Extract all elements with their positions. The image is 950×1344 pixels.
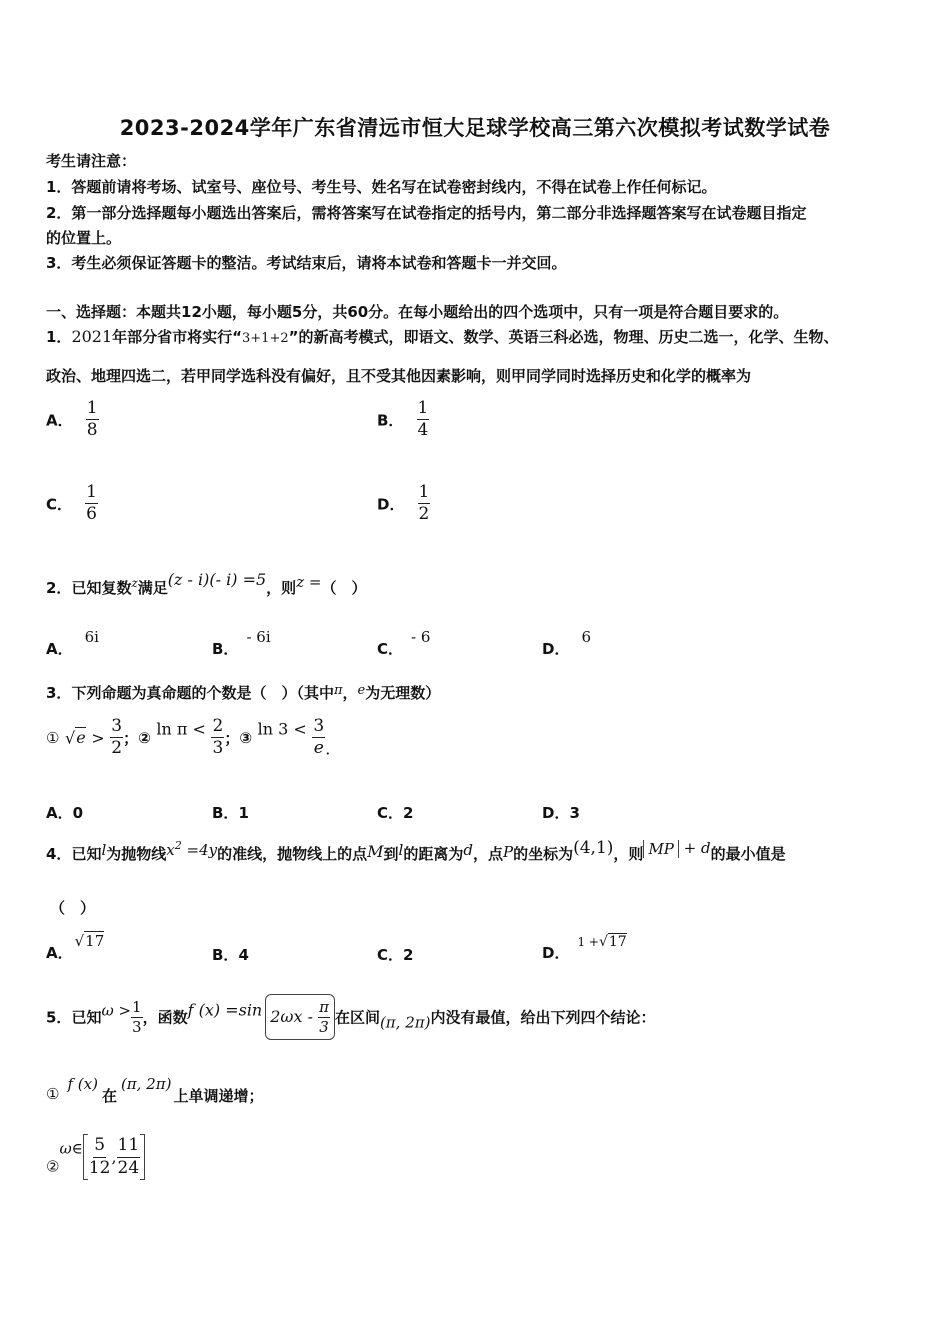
question-text: 已知 <box>71 1008 102 1027</box>
rhs: =4y <box>186 841 218 859</box>
fraction <box>85 482 98 526</box>
option-label: C． <box>377 804 404 822</box>
option-value: 6i <box>84 628 99 646</box>
question-number: 3． <box>46 684 72 702</box>
question-text: 到 <box>383 845 399 863</box>
numerator: 1 <box>418 482 431 504</box>
exam-mode: 3+1+2 <box>242 331 289 346</box>
fraction <box>110 716 123 760</box>
question-text: 下列命题为真命题的个数是（ ）（其中 <box>71 684 334 702</box>
numerator: π <box>319 998 329 1017</box>
question-number: 1． <box>46 328 72 346</box>
notice-heading: 考生请注意： <box>46 152 137 170</box>
statement-marker: ② <box>46 1157 60 1176</box>
radicand: e <box>76 728 86 748</box>
option-label: B． <box>212 804 239 822</box>
option-b[interactable] <box>377 398 429 442</box>
option-value: 3 <box>569 804 580 822</box>
option-d[interactable] <box>377 482 430 526</box>
variable: d <box>463 841 473 859</box>
denominator: 3 <box>132 1017 142 1036</box>
question-text: 满足 <box>137 579 168 597</box>
numerator: 1 <box>85 482 98 504</box>
equation: z = <box>296 573 322 591</box>
option-label: A． <box>46 944 73 962</box>
function: f (x) <box>67 1075 98 1093</box>
fraction <box>117 1135 141 1179</box>
q3-option-d[interactable] <box>542 802 580 823</box>
sqrt-expression: √e <box>65 728 86 748</box>
option-value: 2 <box>403 946 414 964</box>
denominator: 2 <box>418 504 430 525</box>
denominator: e <box>313 738 324 759</box>
expression: ln π < <box>156 719 206 739</box>
min-expression <box>643 839 710 857</box>
q3-option-c[interactable] <box>377 802 413 823</box>
question-text: ，点 <box>472 845 503 863</box>
q2-option-b[interactable] <box>212 626 271 658</box>
option-value: - 6i <box>246 628 271 646</box>
question-5 <box>46 994 655 1040</box>
expression: 2ωx - <box>270 1007 313 1026</box>
question-text: 为抛物线 <box>106 845 167 863</box>
option-value: 4 <box>238 946 249 964</box>
notice-item-3: 3．考生必须保证答题卡的整洁。考试结束后，请将本试卷和答题卡一并交回。 <box>46 254 567 272</box>
interval: (π, 2π) <box>379 1013 431 1032</box>
e-symbol: e <box>357 683 366 698</box>
question-text: 内没有最值，给出下列四个结论： <box>430 1008 656 1027</box>
option-label: B． <box>212 946 239 964</box>
numerator: 11 <box>117 1135 141 1157</box>
option-label: D． <box>542 944 570 962</box>
sqrt-expression: √17 <box>74 932 105 950</box>
radicand: 17 <box>85 932 105 950</box>
option-label: B． <box>212 640 239 658</box>
question-text: 年部分省市将实行“ <box>112 328 243 346</box>
numerator: 1 <box>86 398 99 420</box>
option-label: A． <box>46 411 73 430</box>
function-expression: f (x) =sin <box>187 1000 263 1020</box>
fraction <box>318 998 330 1037</box>
option-label: D． <box>377 495 405 514</box>
fraction <box>417 398 430 442</box>
variable: l <box>398 841 404 859</box>
parabola-equation <box>166 841 217 859</box>
fraction <box>131 998 143 1037</box>
expression: ln 3 < <box>257 719 307 739</box>
question-number: 4． <box>46 845 72 863</box>
notice-item-2: 2．第一部分选择题每小题选出答案后，需将答案写在试卷指定的括号内，第二部分非选择题答案写在试卷题目指定 <box>46 204 807 222</box>
exponent: 2 <box>174 839 182 852</box>
expression: ω > <box>101 1001 132 1020</box>
q3-option-a[interactable] <box>46 802 83 823</box>
variable: z <box>131 576 138 590</box>
numerator: 1 <box>132 997 142 1016</box>
option-a[interactable] <box>46 398 99 442</box>
question-3 <box>46 682 440 703</box>
fraction <box>211 716 224 760</box>
q5-conclusion-1 <box>46 1073 263 1103</box>
option-value: 0 <box>72 804 84 822</box>
denominator: 2 <box>111 738 123 759</box>
q4-option-d[interactable] <box>542 930 627 962</box>
option-label: C． <box>46 495 73 514</box>
option-label: D． <box>542 804 570 822</box>
point-p: P <box>503 843 514 861</box>
expression: + d <box>683 839 711 857</box>
interval: (π, 2π) <box>120 1075 172 1093</box>
q3-option-b[interactable] <box>212 802 249 823</box>
denominator: 3 <box>212 738 224 759</box>
numerator: 2 <box>211 716 224 738</box>
denominator: 3 <box>319 1018 329 1036</box>
option-c[interactable] <box>46 482 98 526</box>
text: 在 <box>101 1087 117 1105</box>
answer-paren: （ ） <box>50 899 96 917</box>
q4-option-b[interactable] <box>212 944 249 965</box>
question-text: 为无理数） <box>365 684 441 702</box>
question-number: 2． <box>46 579 72 597</box>
variable: l <box>101 841 107 859</box>
denominator: 8 <box>86 420 98 441</box>
statement-marker: ① <box>46 728 60 747</box>
point-m: M <box>367 842 384 861</box>
question-text: ，函数 <box>142 1008 188 1027</box>
denominator: 6 <box>86 504 97 525</box>
coordinate: (4,1) <box>573 838 614 858</box>
denominator: 24 <box>117 1157 140 1178</box>
page-title: 2023-2024学年广东省清远市恒大足球学校高三第六次模拟考试数学试卷 <box>119 116 831 140</box>
operator: > <box>91 728 105 748</box>
fraction <box>418 482 431 526</box>
option-label: B． <box>377 411 404 430</box>
radicand: 17 <box>608 934 627 950</box>
question-text: 的准线，抛物线上的点 <box>217 845 368 863</box>
question-4 <box>46 838 786 864</box>
question-1-line-2: 政治、地理四选二，若甲同学选科没有偏好，且不受其他因素影响，则甲同学同时选择历史和化学的概率为 <box>46 367 752 385</box>
answer-paren: （ ） <box>321 579 367 597</box>
fraction <box>88 1135 112 1179</box>
statement-marker: ③ <box>239 728 253 747</box>
option-value: 1 <box>238 804 249 822</box>
separator: ， <box>342 684 358 702</box>
equation: (z - i)(- i) =5 <box>167 570 267 589</box>
q5-conclusion-2 <box>46 1134 145 1180</box>
separator: ； <box>123 729 139 748</box>
numerator: 1 <box>417 398 430 420</box>
question-text: 的最小值是 <box>710 845 786 863</box>
question-3-statements <box>46 716 330 760</box>
option-label: C． <box>377 640 404 658</box>
q2-option-a[interactable] <box>46 626 99 658</box>
denominator: 12 <box>88 1157 111 1178</box>
expression: ω∈ <box>59 1139 83 1158</box>
pi-symbol: π <box>333 683 343 698</box>
question-1-line-1 <box>46 326 839 347</box>
q2-option-d[interactable] <box>542 626 591 658</box>
option-value: 6 <box>581 628 591 646</box>
option-label: C． <box>377 946 404 964</box>
notice-item-1: 1．答题前请将考场、试室号、座位号、考生号、姓名写在试卷密封线内，不得在试卷上作任何标记。 <box>46 178 717 196</box>
right-bracket <box>140 1134 145 1180</box>
comma: , <box>111 1147 117 1167</box>
q4-option-c[interactable] <box>377 944 413 965</box>
option-label: D． <box>542 640 570 658</box>
section-heading: 一、选择题：本题共12小题，每小题5分，共60分。在每小题给出的四个选项中，只有一项是符合题目要求的。 <box>46 303 789 321</box>
prefix: 1 + <box>577 935 599 949</box>
question-text: 已知 <box>71 845 102 863</box>
statement-marker: ① <box>46 1085 60 1103</box>
text: 上单调递增； <box>173 1087 264 1105</box>
separator: ； <box>224 729 240 748</box>
base: x <box>166 841 175 859</box>
option-label: A． <box>46 804 73 822</box>
option-label: A． <box>46 640 73 658</box>
question-text: ”的新高考模式，即语文、数学、英语三科必选，物理、历史二选一，化学、生物、 <box>288 328 839 346</box>
question-text: 的坐标为 <box>513 845 574 863</box>
option-value: 2 <box>403 804 414 822</box>
option-value: - 6 <box>411 628 431 646</box>
statement-marker: ② <box>138 728 151 747</box>
fraction <box>312 716 325 760</box>
question-text: ，则 <box>266 579 297 597</box>
fraction <box>86 398 99 442</box>
year: 2021 <box>71 327 113 346</box>
denominator: 4 <box>417 420 429 441</box>
numerator: 3 <box>110 716 123 738</box>
numerator: 3 <box>312 716 325 738</box>
period: . <box>325 739 331 759</box>
question-text: 已知复数 <box>71 579 132 597</box>
notice-item-2-cont: 的位置上。 <box>46 229 122 247</box>
question-text: ，则 <box>613 845 644 863</box>
question-text: 的距离为 <box>403 845 464 863</box>
numerator: 5 <box>93 1135 106 1157</box>
question-number: 5． <box>46 1008 72 1027</box>
q4-option-a[interactable] <box>46 930 105 962</box>
question-2 <box>46 570 366 598</box>
sqrt-expression: √17 <box>598 934 627 950</box>
question-text: 在区间 <box>334 1008 380 1027</box>
absolute-value: MP <box>643 840 678 858</box>
bracket-expression <box>265 994 335 1040</box>
q2-option-c[interactable] <box>377 626 431 658</box>
